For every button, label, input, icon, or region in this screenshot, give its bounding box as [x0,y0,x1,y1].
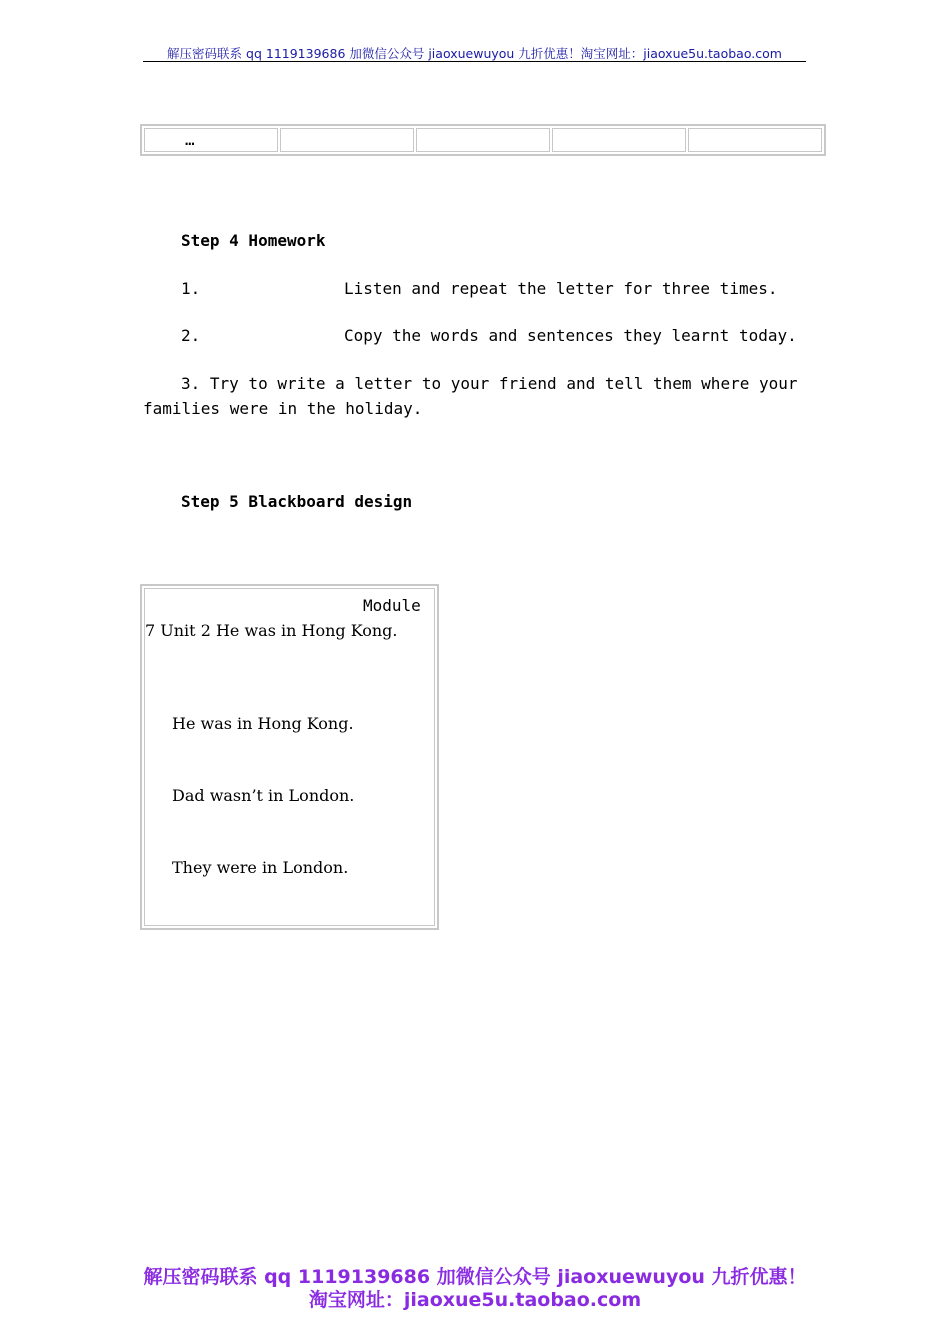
footer-watermark-line1: 解压密码联系 qq 1119139686 加微信公众号 jiaoxuewuyou 九折优惠！ [143,1266,807,1288]
blackboard-title-module: Module [363,596,421,615]
step5-heading: Step 5 Blackboard design [181,492,413,511]
blackboard-line: They were in London. [172,858,349,877]
step4-heading: Step 4 Homework [181,231,326,250]
blackboard-line: He was in Hong Kong. [172,714,354,733]
homework-item-number: 1. [181,279,201,298]
footer-watermark-line2: 淘宝网址：jiaoxue5u.taobao.com [308,1289,642,1311]
homework-item-1 [181,279,777,298]
table-cell [552,128,686,152]
blackboard-inner [144,588,435,926]
header-watermark-text: 解压密码联系 qq 1119139686 加微信公众号 jiaoxuewuyou 九折优惠！淘宝网址：jiaoxue5u.taobao.com [167,46,782,61]
table-cell [280,128,414,152]
blackboard-title-unit: 7 Unit 2 He was in Hong Kong. [145,621,398,640]
table-cell: … [144,128,278,152]
blackboard-design-box [140,584,439,930]
content-table-row [140,124,826,156]
table-cell [416,128,550,152]
homework-item-3: 3. Try to write a letter to your friend and tell them where your families were in the holiday. [143,374,798,418]
homework-item-text: Listen and repeat the letter for three times. [344,279,778,298]
homework-item-text: Copy the words and sentences they learnt today. [344,326,797,345]
homework-item-2 [181,326,797,345]
homework-item-number: 2. [181,326,201,345]
table-cell [688,128,822,152]
blackboard-title [145,593,421,643]
header-rule [143,61,806,62]
blackboard-line: Dad wasn’t in London. [172,786,355,805]
